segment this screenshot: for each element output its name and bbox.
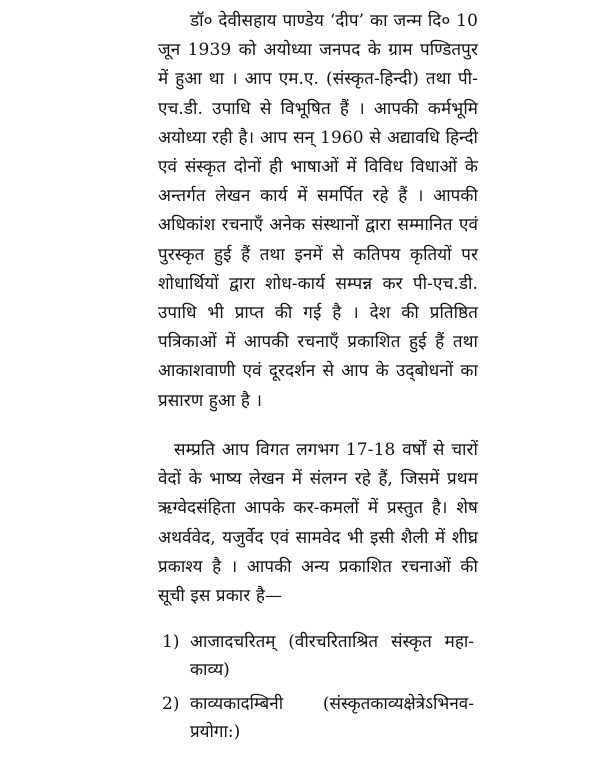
list-item — [162, 690, 474, 746]
list-item-number: 2) — [162, 694, 180, 714]
list-item-text: काव्यकादम्बिनी (संस्कृतकाव्यक्षेत्रेऽभिनव-प्रयोगा:) — [190, 694, 474, 742]
list-item-text: आजादचरितम् (वीरचरिताश्रित संस्कृत महा-काव्य) — [190, 632, 474, 680]
publications-list — [162, 628, 474, 752]
list-item-number: 1) — [162, 632, 180, 652]
author-bio-paragraph: डॉ० देवीसहाय पाण्डेय ‘दीप’ का जन्म दि० 10 जून 1939 को अयोध्या जनपद के ग्राम पण्डितपुर में हुआ था । आप एम.ए. (संस्कृत-हिन्दी) तथा पी-एच.डी. उपाधि से विभूषित हैं । आपकी कर्मभूमि अयोध्या रही है। आप सन् 1960 से अद्यावधि हिन्दी एवं संस्कृत दोनों ही भाषाओं में विविध विधाओं के अन्तर्गत लेखन कार्य में समर्पित रहे हैं । आपकी अधिकांश रचनाएँ अनेक संस्थानों द्वारा सम्मानित एवं पुरस्कृत हुई हैं तथा इनमें से कतिपय कृतियों पर शोधार्थियों द्वारा शोध-कार्य सम्पन्न कर पी-एच.डी. उपाधि भी प्राप्त की गई है । देश की प्रतिष्ठित पत्रिकाओं में आपकी रचनाएँ प्रकाशित हुई हैं तथा आकाशवाणी एवं दूरदर्शन से आप के उद्‌बोधनों का प्रसारण हुआ है । — [158, 11, 478, 411]
current-work-paragraph: सम्प्रति आप विगत लगभग 17-18 वर्षों से चारों वेदों के भाष्य लेखन में संलग्न रहे हैं, जिसमें प्रथम ऋग्वेदसंहिता आपके कर-कमलों में प्रस्तुत है। शेष अथर्ववेद, यजुर्वेद एवं सामवेद भी इसी शैली में शीघ्र प्रकाश्य है । आपकी अन्य प्रकाशित रचनाओं की सूची इस प्रकार है— — [158, 440, 478, 607]
list-item — [162, 628, 474, 684]
